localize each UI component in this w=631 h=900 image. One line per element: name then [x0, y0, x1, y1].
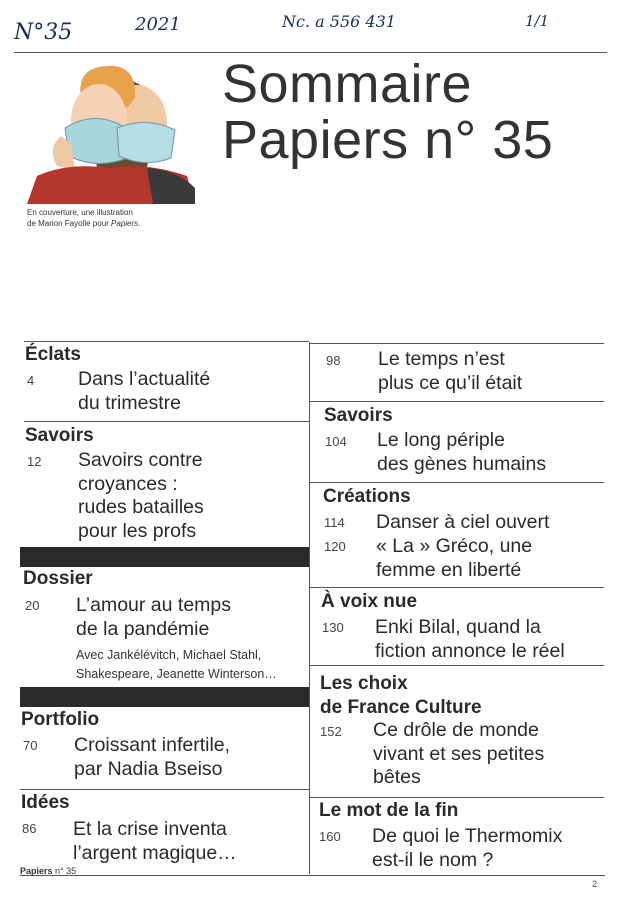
page-title-line1: Sommaire [222, 54, 473, 114]
rule-creations [309, 482, 604, 483]
section-title-portfolio: Portfolio [21, 709, 100, 730]
entry-savoirs-right: Le long périple des gènes humains [377, 429, 547, 475]
entry-temps: Le temps n’est plus ce qu’il était [378, 348, 523, 394]
entry-eclats: Dans l’actualité du trimestre [78, 368, 211, 414]
entry-idees: Et la crise inventa l’argent magique… [73, 818, 237, 864]
entry-creations-danser: Danser à ciel ouvert [376, 511, 550, 533]
page-number-130: 130 [322, 620, 344, 635]
section-title-creations: Créations [323, 486, 411, 507]
entry-dossier-authors: Avec Jankélévitch, Michael Stahl, Shakespeare, Jeanette Winterson… [76, 648, 277, 681]
section-title-dossier: Dossier [23, 568, 93, 589]
rule-mot [309, 797, 604, 798]
handwritten-issue: N°35 [14, 20, 73, 45]
separator-bar-1 [20, 547, 309, 567]
entry-choix: Ce drôle de monde vivant et ses petites bêtes [373, 719, 545, 788]
entry-voixnue: Enki Bilal, quand la fiction annonce le réel [375, 616, 565, 662]
page-number-4: 4 [27, 373, 35, 388]
page-number-12: 12 [27, 454, 42, 469]
section-title-savoirs-right: Savoirs [324, 405, 393, 426]
top-rule [14, 52, 607, 53]
page-number-160: 160 [319, 829, 341, 844]
handwritten-year: 2021 [135, 14, 181, 35]
entry-portfolio: Croissant infertile, par Nadia Bseiso [74, 734, 231, 780]
page-number-104: 104 [325, 434, 347, 449]
section-title-voixnue: À voix nue [321, 591, 418, 612]
entry-creations-greco: « La » Gréco, une femme en liberté [376, 535, 533, 581]
handwritten-part: 1/1 [525, 12, 550, 30]
section-title-idees: Idées [21, 792, 70, 813]
cover-illustration [27, 58, 195, 204]
section-title-choix: Les choix de France Culture [320, 673, 482, 718]
page-number-114: 114 [324, 515, 345, 530]
bottom-rule [20, 875, 605, 876]
separator-bar-2 [20, 687, 309, 707]
page-number-20: 20 [25, 598, 40, 613]
cover-caption: En couverture, une illustration de Marion Fayolle pour Papiers. [27, 208, 141, 228]
entry-dossier: L’amour au temps de la pandémie [76, 594, 232, 640]
rule-eclats [24, 341, 309, 342]
page-number-152: 152 [320, 724, 342, 739]
page-number-98: 98 [326, 353, 341, 368]
rule-savoirs-left [24, 421, 309, 422]
page-number-70: 70 [23, 738, 38, 753]
rule-savoirs-right [309, 401, 604, 402]
footer-label: Papiers n° 35 [20, 866, 77, 876]
section-title-mot: Le mot de la fin [319, 800, 459, 821]
section-title-savoirs-left: Savoirs [25, 425, 94, 446]
page-number-120: 120 [324, 539, 346, 554]
entry-savoirs-left: Savoirs contre croyances : rudes batailles pour les profs [78, 449, 204, 542]
rule-idees [20, 789, 309, 790]
rule-choix [309, 665, 604, 666]
page-number-86: 86 [22, 821, 37, 836]
rule-temps [309, 343, 604, 344]
page-title-line2: Papiers n° 35 [222, 110, 554, 170]
entry-mot: De quoi le Thermomix est-il le nom ? [372, 825, 563, 871]
column-divider [309, 342, 310, 874]
footer-page-number: 2 [592, 879, 598, 889]
handwritten-reference: Nc. a 556 431 [282, 12, 396, 31]
section-title-eclats: Éclats [25, 344, 81, 365]
rule-voixnue [309, 587, 604, 588]
